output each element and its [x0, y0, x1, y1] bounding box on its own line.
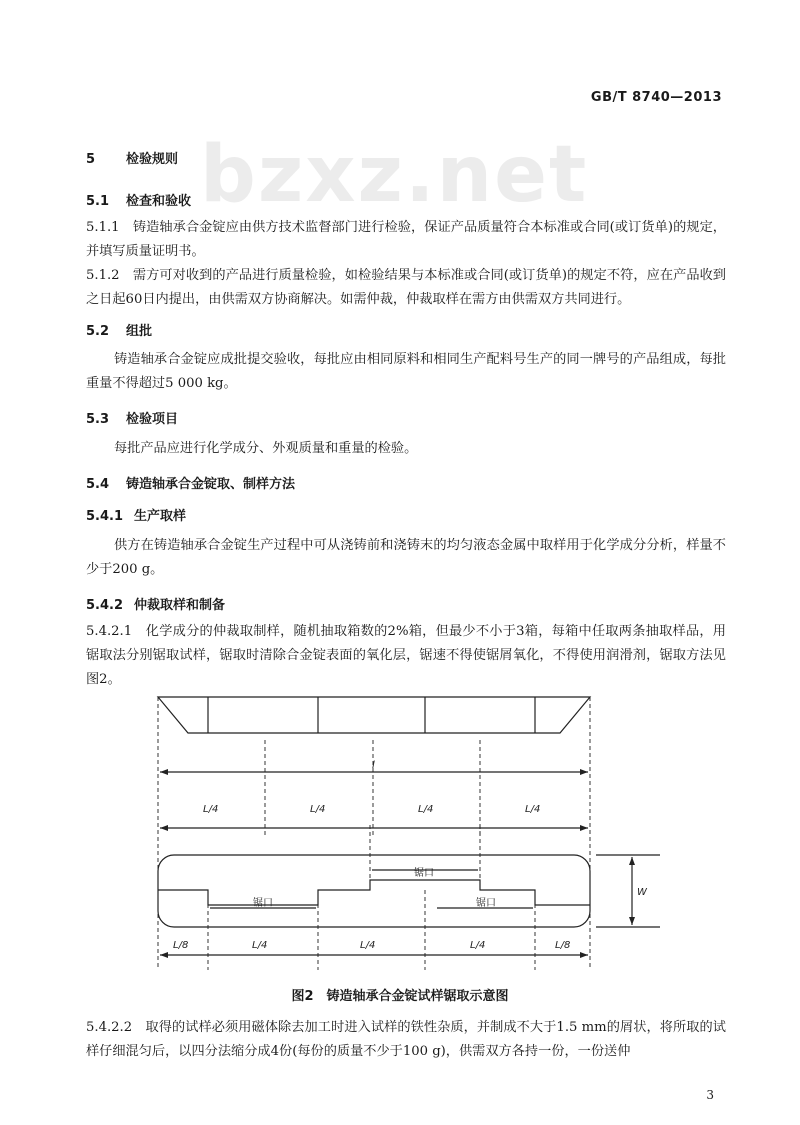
label-quarter: L/4	[360, 940, 376, 951]
label-quarter: L/4	[252, 940, 268, 951]
section-title: 检验项目	[126, 412, 179, 427]
arrowhead	[629, 917, 635, 925]
label-eighth: L/8	[173, 940, 189, 951]
label-width: W	[637, 887, 647, 898]
section-number: 5.3	[86, 412, 110, 427]
arrowhead	[580, 769, 588, 775]
section-title: 检查和验收	[126, 194, 192, 209]
label-quarter: L/4	[418, 804, 434, 815]
section-title: 组批	[126, 324, 153, 339]
label-eighth: L/8	[555, 940, 571, 951]
label-quarter: L/4	[470, 940, 486, 951]
ingot-top-view	[158, 855, 590, 927]
section-title: 生产取样	[134, 509, 187, 524]
section-number: 5.4.2	[86, 598, 124, 613]
page-number: 3	[706, 1088, 714, 1102]
standard-number: GB/T 8740—2013	[590, 90, 722, 105]
section-number: 5	[86, 152, 96, 167]
label-quarter: L/4	[525, 804, 541, 815]
saw-cut-outline	[158, 880, 590, 905]
section-title: 仲裁取样和制备	[134, 598, 226, 613]
paragraph-5-4-2-1: 5.4.2.1 化学成分的仲裁取制样，随机抽取箱数的2%箱，但最少不小于3箱，每箱中任取两条抽取样品，用锯取法分别锯取试样，锯取时清除合金锭表面的氧化层，锯速不得使锯屑氧化，不得使用润滑剂，锯取方法见图2。	[86, 624, 726, 687]
section-number: 5.2	[86, 324, 110, 339]
arrowhead	[160, 769, 168, 775]
section-number: 5.4.1	[86, 509, 124, 524]
figure-caption: 图2 铸造轴承合金锭试样锯取示意图	[291, 989, 509, 1004]
paragraph-5-4-2-2: 5.4.2.2 取得的试样必须用磁体除去加工时进入试样的铁性杂质，并制成不大于1.5 mm的屑状，将所取的试样仔细混匀后，以四分法缩分成4份(每份的质量不少于100 g)，供需双方各持一份，一份送仲	[86, 1020, 726, 1059]
label-saw-cut: 锯口	[414, 868, 434, 879]
section-title: 铸造轴承合金锭取、制样方法	[126, 477, 296, 492]
section-number: 5.1	[86, 194, 110, 209]
label-saw-cut: 锯口	[253, 898, 273, 909]
paragraph-5-1-2: 5.1.2 需方可对收到的产品进行质量检验，如检验结果与本标准或合同(或订货单)的规定不符，应在产品收到之日起60日内提出，由供需双方协商解决。如需仲裁，仲裁取样在需方由供需双方共同进行。	[86, 268, 726, 307]
section-title: 检验规则	[126, 152, 179, 167]
arrowhead	[580, 825, 588, 831]
paragraph-5-4-1: 供方在铸造轴承合金锭生产过程中可从浇铸前和浇铸末的均匀液态金属中取样用于化学成分分析，样量不少于200 g。	[86, 538, 726, 577]
label-quarter: L/4	[310, 804, 326, 815]
paragraph-5-1-1: 5.1.1 铸造轴承合金锭应由供方技术监督部门进行检验，保证产品质量符合本标准或合同(或订货单)的规定，并填写质量证明书。	[86, 220, 726, 259]
label-quarter: L/4	[203, 804, 219, 815]
arrowhead	[160, 952, 168, 958]
arrowhead	[160, 825, 168, 831]
watermark: bzxz.net	[200, 130, 589, 220]
arrowhead	[580, 952, 588, 958]
label-saw-cut: 锯口	[476, 898, 496, 909]
paragraph-5-2: 铸造轴承合金锭应成批提交验收，每批应由相同原料和相同生产配料号生产的同一牌号的产品组成，每批重量不得超过5 000 kg。	[86, 352, 726, 391]
ingot-side-view	[158, 697, 590, 733]
label-L: l	[372, 760, 375, 771]
paragraph-5-3: 每批产品应进行化学成分、外观质量和重量的检验。	[114, 441, 418, 456]
arrowhead	[629, 857, 635, 865]
section-number: 5.4	[86, 477, 110, 492]
